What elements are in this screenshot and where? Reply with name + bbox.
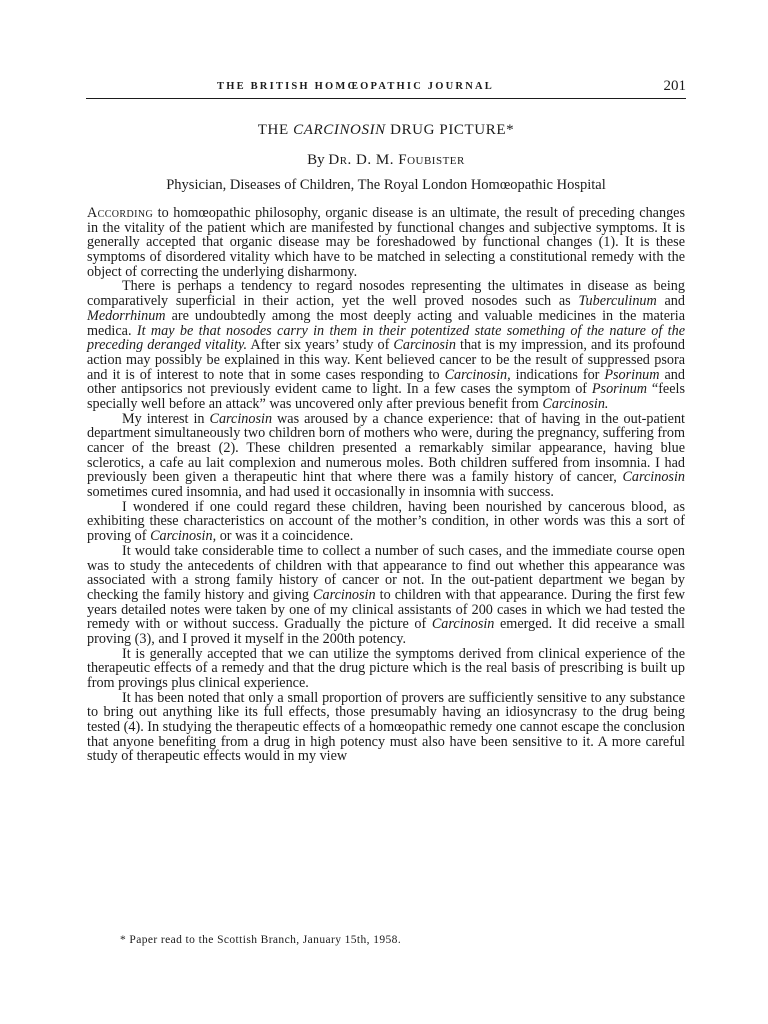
title-part: DRUG PICTURE* bbox=[385, 122, 515, 138]
italic-run: Carcinosin bbox=[431, 616, 495, 633]
text-run: was aroused by a chance experience: that of having in the out-patient department simultaneously two children born of mothers who were, during the pregnancy, suffering from cancer of the breast (2). These children presented a remarkably similar appearance, having blue sclerotics, a cafe au lait complexion and numerous moles. Both children suffered from insomnia. I had previously been given a therapeutic hint that where there was a family history of cancer, bbox=[87, 410, 685, 486]
paragraph bbox=[87, 412, 685, 500]
text-run: “feels specially well before an attack” was uncovered only after previous benefit from bbox=[87, 381, 685, 412]
italic-run: Tuberculinum bbox=[578, 293, 657, 310]
paragraph bbox=[87, 279, 685, 411]
journal-name: THE BRITISH HOMŒOPATHIC JOURNAL bbox=[217, 81, 494, 92]
text-run: It has been noted that only a small proportion of provers are sufficiently sensitive to any substance to bring out anything like its full effects, those presumably having an idiosyncrasy to the drug being tested (4). In studying the therapeutic effects of a homœopathic remedy one cannot escape the conclusion that anyone benefiting from a drug in high potency must also have been sensitive to it. A more careful study of therapeutic effects would in my view bbox=[87, 689, 685, 765]
italic-run: It may be that nosodes carry in them in their potentized state something of the nature of the preceding deranged vitality. bbox=[87, 322, 685, 354]
title-remedy-name: CARCINOSIN bbox=[293, 122, 386, 138]
italic-run: Carcinosin bbox=[209, 410, 273, 427]
paragraph bbox=[87, 647, 685, 691]
running-head bbox=[86, 78, 686, 98]
author-name: Dr. D. M. Foubister bbox=[328, 152, 465, 168]
italic-run: Carcinosin bbox=[313, 586, 376, 603]
header-rule bbox=[86, 98, 686, 99]
lead-word: According bbox=[87, 205, 154, 221]
italic-run: Carcinosin bbox=[393, 337, 456, 354]
text-run: or was it a coincidence. bbox=[216, 528, 354, 545]
article-body bbox=[87, 206, 685, 764]
text-run: are undoubtedly among the most deeply acting and valuable medicines in the materia medica. bbox=[87, 307, 685, 339]
text-run: My interest in bbox=[122, 410, 210, 427]
author-affiliation: Physician, Diseases of Children, The Royal London Homœopathic Hospital bbox=[166, 177, 606, 193]
italic-run: Psorinum bbox=[591, 381, 648, 398]
text-run: I wondered if one could regard these children, having been nourished by cancerous blood, as exhibiting these characteristics on account of the mother’s condition, in other words was this a sort of proving of bbox=[87, 498, 685, 545]
page-number: 201 bbox=[663, 78, 686, 94]
byline-prefix: By bbox=[307, 152, 329, 168]
footnote: * Paper read to the Scottish Branch, January 15th, 1958. bbox=[120, 934, 402, 946]
text-run: and other antipsorics not previously evident came to light. In a few cases the symptom of bbox=[87, 366, 685, 398]
text-run: indications for bbox=[510, 366, 605, 383]
text-run: to homœopathic philosophy, organic disease is an ultimate, the result of preceding changes in the vitality of the patient which are manifested by functional changes and subjective symptoms. It is generally accepted that organic disease may be foreshadowed by functional changes (1). It is these symptoms of disordered vitality which have to be matched in selecting a constitutional remedy with the object of correcting the underlying disharmony. bbox=[87, 205, 685, 280]
byline bbox=[86, 152, 686, 169]
text-run: After six years’ study of bbox=[247, 337, 394, 354]
text-run: emerged. It did receive a small proving (3), and I proved it myself in the 200th potency. bbox=[87, 616, 685, 647]
title-part: THE bbox=[257, 122, 294, 138]
text-run: sometimes cured insomnia, and had used it occasionally in insomnia with success. bbox=[87, 484, 554, 501]
paragraph bbox=[87, 206, 685, 279]
text-run: to children with that appearance. During the first few years detailed notes were taken by one of my clinical assistants of 200 cases in which we had tested the remedy with or without success. Gradually the picture of bbox=[87, 586, 686, 633]
text-run: There is perhaps a tendency to regard nosodes representing the ultimates in disease as being comparatively superficial in their action, yet the well proved nosodes such as bbox=[87, 278, 685, 310]
italic-run: Psorinum bbox=[604, 366, 660, 383]
italic-run: Carcinosin bbox=[622, 469, 685, 486]
text-run: and bbox=[656, 293, 685, 310]
italic-run: Carcinosin, bbox=[444, 366, 511, 383]
article-title bbox=[86, 122, 686, 139]
italic-run: Carcinosin. bbox=[542, 395, 609, 412]
paragraph bbox=[87, 691, 685, 764]
paragraph bbox=[87, 544, 685, 647]
text-run: It would take considerable time to collect a number of such cases, and the immediate course open was to study the antecedents of children with that appearance to find out whether this appearance was associated with a strong family history of cancer or not. In the out-patient department we began by checking the family history and giving bbox=[87, 542, 685, 603]
text-run: It is generally accepted that we can utilize the symptoms derived from clinical experience of the therapeutic effects of a remedy and that the drug picture which is the real basis of prescribing is built up from provings plus clinical experience. bbox=[87, 645, 685, 691]
italic-run: Medorrhinum bbox=[87, 307, 166, 324]
italic-run: Carcinosin, bbox=[150, 528, 217, 545]
paragraph bbox=[87, 500, 685, 544]
text-run: that is my impression, and its profound action may possibly be explained in this way. Kent believed cancer to be the result of suppressed psora and it is of interest to note that in some cases responding to bbox=[87, 337, 685, 383]
